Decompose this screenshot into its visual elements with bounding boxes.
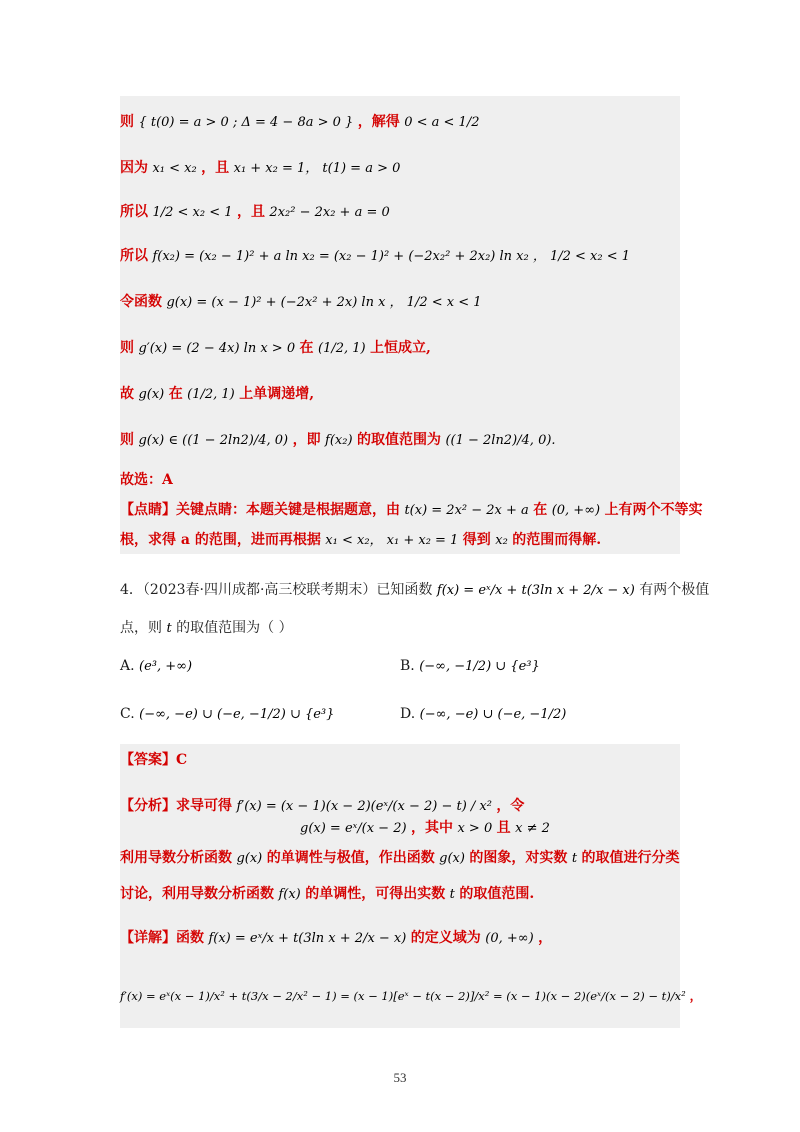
solution-line-6: 则 g′(x) = (2 − 4x) ln x > 0 在 (1/2, 1) 上恒成立,	[120, 340, 431, 356]
option-a: A. (e³, +∞)	[120, 658, 193, 674]
solution-line-4: 所以 f(x₂) = (x₂ − 1)² + a ln x₂ = (x₂ − 1)² + (−2x₂² + 2x₂) ln x₂ ， 1/2 < x₂ < 1	[120, 248, 631, 264]
answer-label: 【答案】C	[120, 752, 188, 768]
analysis-line-1: 【分析】求导可得 f′(x) = (x − 1)(x − 2)(eˣ/(x − 2) − t) / x² ，令	[120, 798, 525, 814]
analysis-line-1b: g(x) = eˣ/(x − 2) ，其中 x > 0 且 x ≠ 2	[300, 820, 550, 836]
solution-line-2: 因为 x₁ < x₂ ，且 x₁ + x₂ = 1， t(1) = a > 0	[120, 160, 401, 176]
key-point-line-2: 根，求得 a 的范围，进而再根据 x₁ < x₂， x₁ + x₂ = 1 得到 x₂ 的范围而得解.	[120, 532, 602, 548]
detail-line-1: 【详解】函数 f(x) = eˣ/x + t(3ln x + 2/x − x) 的定义域为 (0, +∞) ，	[120, 930, 553, 946]
solution-line-8: 则 g(x) ∈ ((1 − 2ln2)/4, 0) ，即 f(x₂) 的取值范围为 ((1 − 2ln2)/4, 0).	[120, 432, 556, 448]
solution-line-5: 令函数 g(x) = (x − 1)² + (−2x² + 2x) ln x ， 1/2 < x < 1	[120, 294, 482, 310]
solution-line-7: 故 g(x) 在 (1/2, 1) 上单调递增,	[120, 386, 315, 402]
option-d: D. (−∞, −e) ∪ (−e, −1/2)	[400, 706, 567, 722]
key-point-line-1: 【点睛】关键点睛：本题关键是根据题意，由 t(x) = 2x² − 2x + a 在 (0, +∞) 上有两个不等实	[120, 502, 703, 518]
solution-answer-choice: 故选：A	[120, 472, 173, 488]
analysis-line-2: 利用导数分析函数 g(x) 的单调性与极值，作出函数 g(x) 的图象，对实数 t 的取值进行分类	[120, 850, 680, 866]
question-4-stem-line-1: 4．（2023春·四川成都·高三校联考期末）已知函数 f(x) = eˣ/x + t(3ln x + 2/x − x) 有两个极值	[120, 582, 710, 598]
question-4-stem-line-2: 点，则 t 的取值范围为（ ）	[120, 620, 293, 636]
analysis-line-3: 讨论，利用导数分析函数 f(x) 的单调性，可得出实数 t 的取值范围.	[120, 886, 535, 902]
solution-line-1: 则 { t(0) = a > 0 ; Δ = 4 − 8a > 0 } ，解得 0 < a < 1/2	[120, 114, 480, 130]
solution-line-3: 所以 1/2 < x₂ < 1 ，且 2x₂² − 2x₂ + a = 0	[120, 204, 390, 220]
page-number: 53	[393, 1070, 407, 1085]
option-c: C. (−∞, −e) ∪ (−e, −1/2) ∪ {e³}	[120, 706, 335, 722]
option-b: B. (−∞, −1/2) ∪ {e³}	[400, 658, 540, 674]
detail-derivative-line: f′(x) = eˣ(x − 1)/x² + t(3/x − 2/x² − 1) = (x − 1)[eˣ − t(x − 2)]/x² = (x − 1)(x − 2)(eˣ/(x − 2) − t)/x² ，	[120, 989, 702, 1003]
